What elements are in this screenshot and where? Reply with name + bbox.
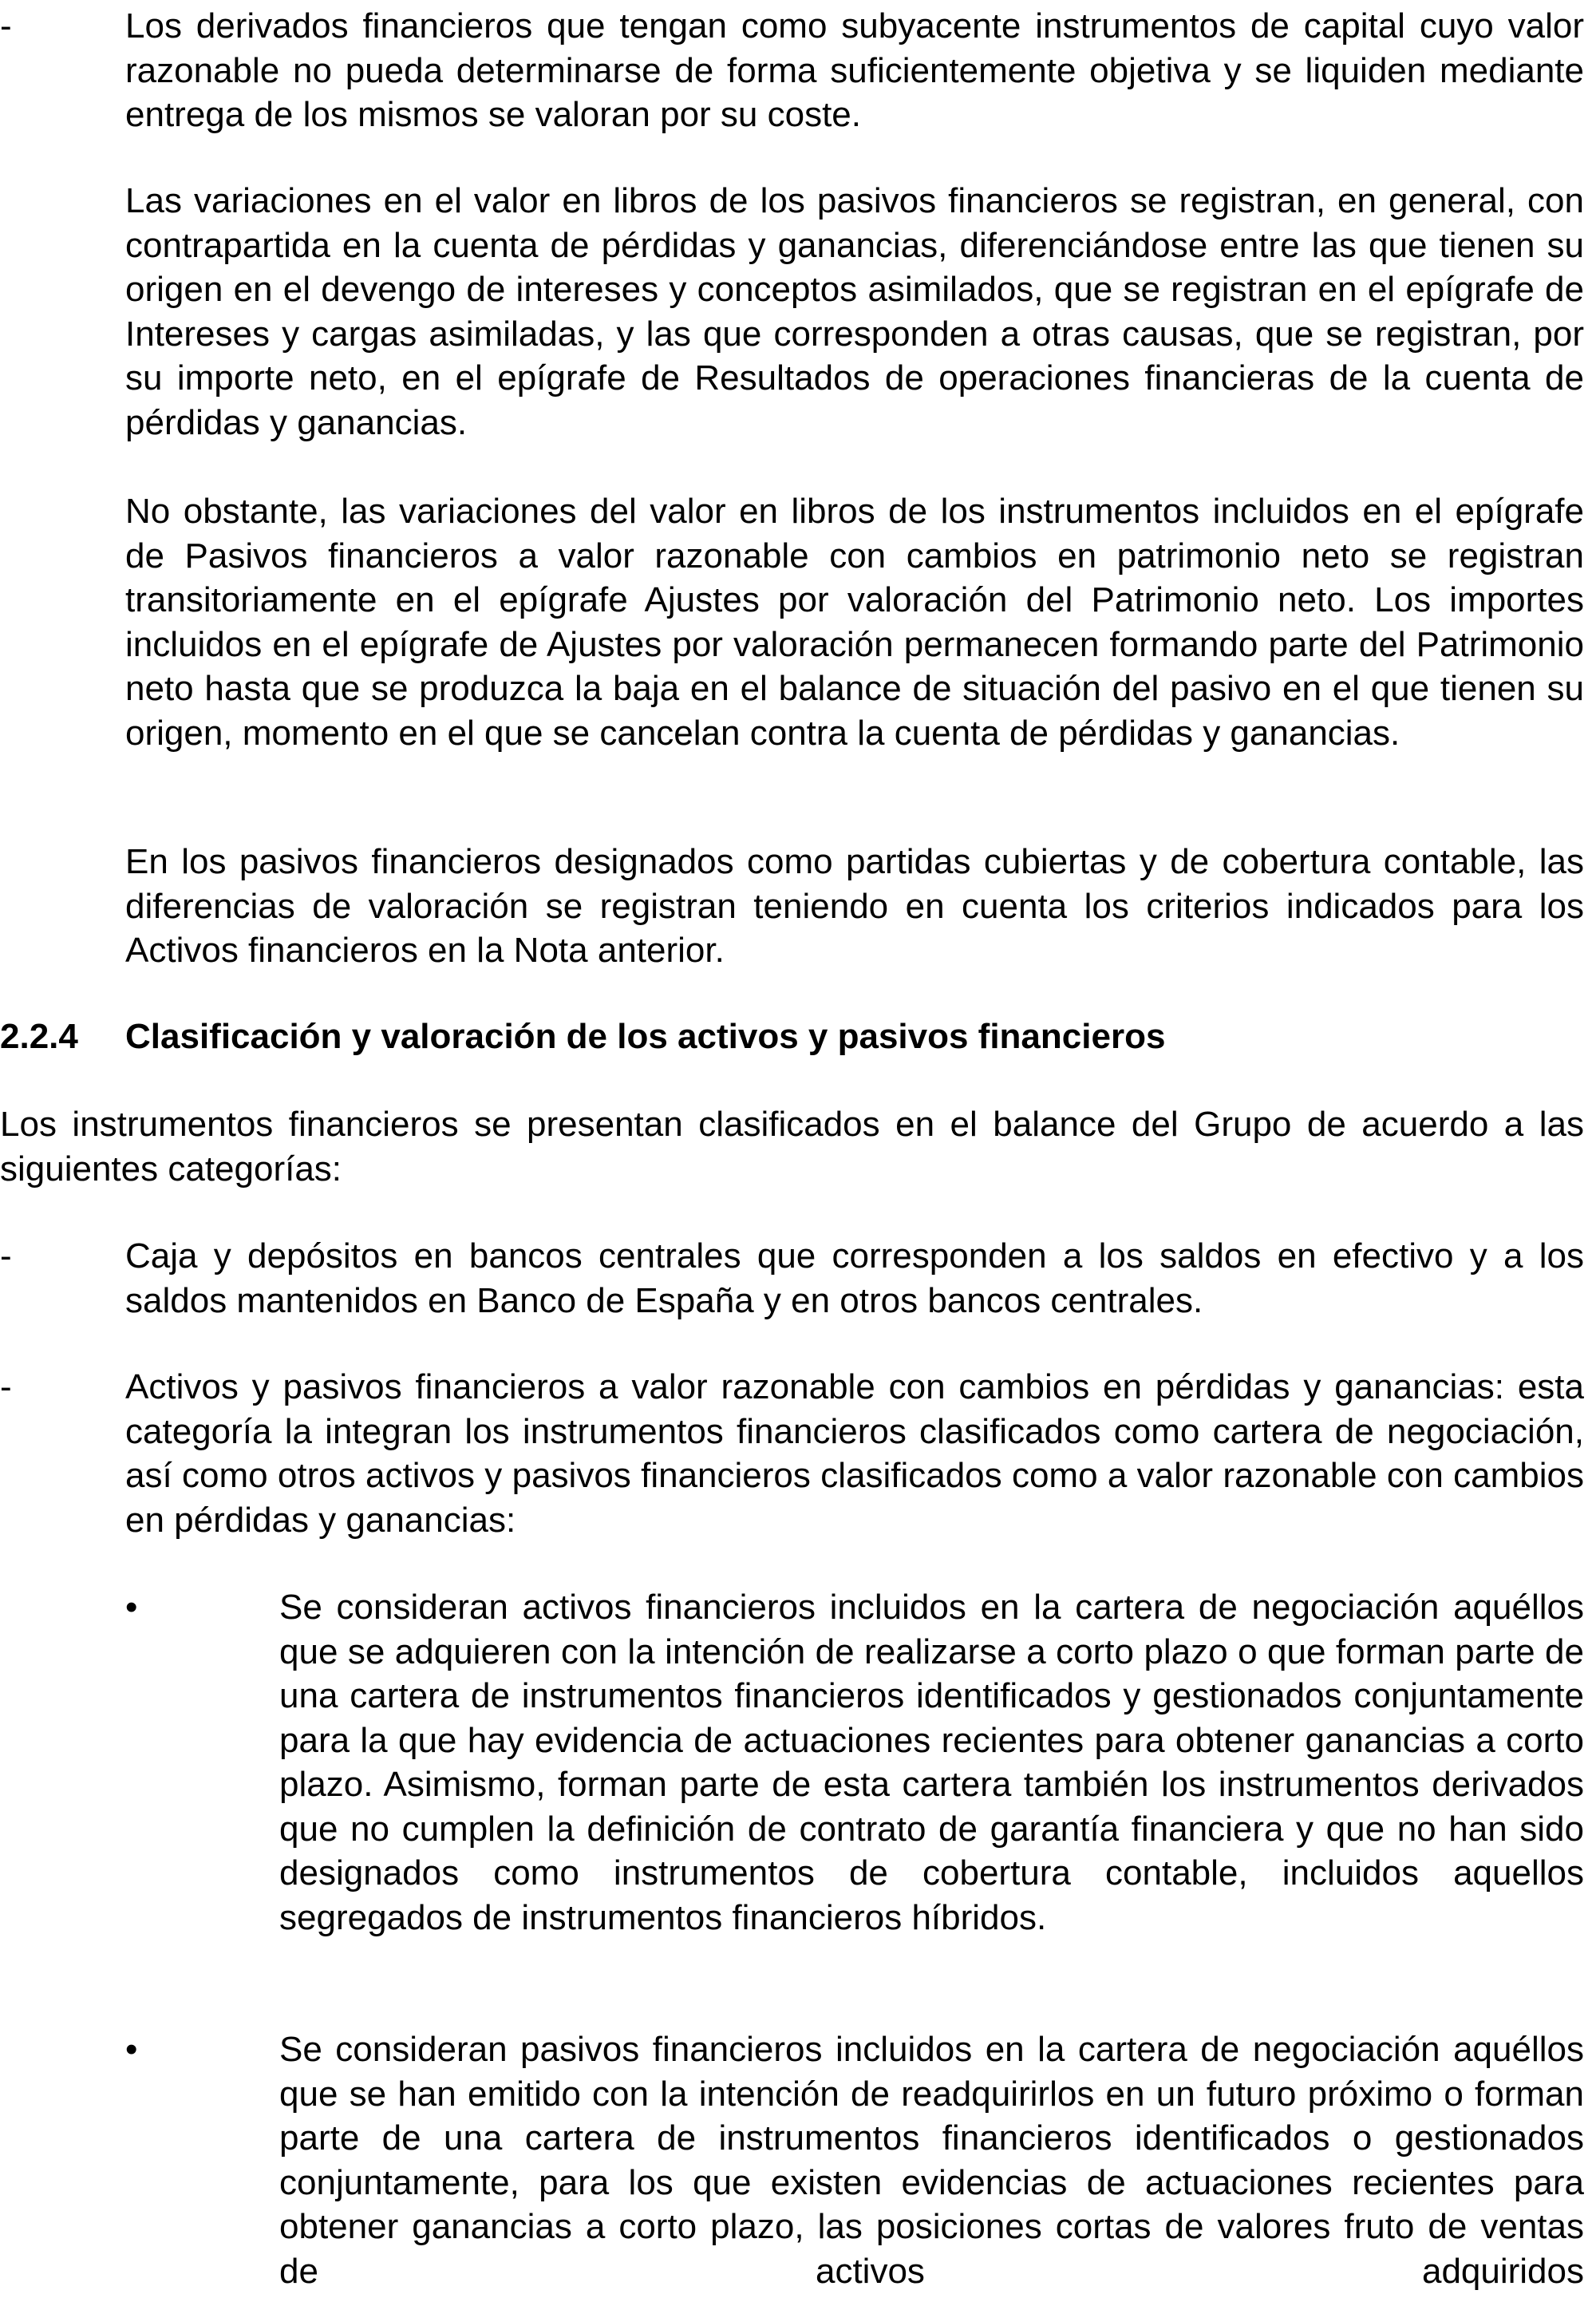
trading-liabilities-text: Se consideran pasivos financieros incluidos en la cartera de negociación aquéllos que se han emitido con la intención de readquirirlos en un futuro próximo o forman parte de una cartera de instrumentos financieros identificados o gestionados conjuntamente, para los que existen evidencias de actuaciones recientes para obtener ganancias a corto plazo, las posiciones cortas de valores fruto de ventas de activos adquiridos [279, 2030, 1584, 2291]
paragraph-text: En los pasivos financieros designados como partidas cubiertas y de cobertura contable, las diferencias de valoración se registran teniendo en cuenta los criterios indicados para los Activos financieros en la Nota anterior. [125, 842, 1584, 970]
paragraph-categories-intro [0, 1102, 1584, 1191]
section-title: Clasificación y valoración de los activos y pasivos financieros [125, 1017, 1166, 1056]
paragraph-text: No obstante, las variaciones del valor en libros de los instrumentos incluidos en el epígrafe de Pasivos financieros a valor razonable con cambios en patrimonio neto se registran transitoriamente en el epígrafe Ajustes por valoración del Patrimonio neto. Los importes incluidos en el epígrafe de Ajustes por valoración permanecen formando parte del Patrimonio neto hasta que se produzca la baja en el balance de situación del pasivo en el que tienen su origen, momento en el que se cancelan contra la cuenta de pérdidas y ganancias. [125, 492, 1584, 753]
paragraph-text: Las variaciones en el valor en libros de los pasivos financieros se registran, en general, con contrapartida en la cuenta de pérdidas y ganancias, diferenciándose entre las que tienen su origen en el devengo de intereses y conceptos asimilados, que se registran en el epígrafe de Intereses y cargas asimiladas, y las que corresponden a otras causas, que se registran, por su importe neto, en el epígrafe de Resultados de operaciones financieras de la cuenta de pérdidas y ganancias. [125, 181, 1584, 442]
section-heading [0, 1015, 1584, 1059]
trading-assets-text: Se consideran activos financieros incluidos en la cartera de negociación aquéllos que se adquieren con la intención de realizarse a corto plazo o que forman parte de una cartera de instrumentos financieros identificados y gestionados conjuntamente para la que hay evidencia de actuaciones recientes para obtener ganancias a corto plazo. Asimismo, forman parte de esta cartera también los instrumentos derivados que no cumplen la definición de contrato de garantía financiera y que no han sido designados como instrumentos de cobertura contable, incluidos aquellos segregados de instrumentos financieros híbridos. [279, 1588, 1584, 1937]
paragraph-text: Los instrumentos financieros se presentan clasificados en el balance del Grupo de acuerdo a las siguientes categorías: [0, 1105, 1584, 1189]
cash-deposits-text: Caja y depósitos en bancos centrales que corresponden a los saldos en efectivo y a los saldos mantenidos en Banco de España y en otros bancos centrales. [125, 1236, 1584, 1320]
dash-marker: - [0, 1367, 12, 1406]
fair-value-category-text: Activos y pasivos financieros a valor razonable con cambios en pérdidas y ganancias: esta categoría la integran los instrumentos financieros clasificados como cartera de negociación, así como otros activos y pasivos financieros clasificados como a valor razonable con cambios en pérdidas y ganancias: [125, 1367, 1584, 1540]
dash-list-item-fair-value [0, 1365, 1584, 1542]
bullet-marker: • [125, 2030, 138, 2069]
bullet-list-item-trading-liabilities [125, 2027, 1584, 2293]
derivatives-text: Los derivados financieros que tengan como subyacente instrumentos de capital cuyo valor razonable no pueda determinarse de forma suficientemente objetiva y se liquiden mediante entrega de los mismos se valoran por su coste. [125, 6, 1584, 134]
bullet-marker: • [125, 1588, 138, 1627]
dash-list-item-cash [0, 1234, 1584, 1323]
dash-list-item-derivatives [0, 4, 1584, 137]
dash-marker: - [0, 6, 12, 45]
paragraph-hedged-liabilities [125, 840, 1584, 973]
bullet-list-item-trading-assets [125, 1585, 1584, 1940]
section-number: 2.2.4 [0, 1017, 78, 1056]
paragraph-liability-variations [125, 179, 1584, 445]
dash-marker: - [0, 1236, 12, 1276]
paragraph-patrimonio-adjustments [125, 489, 1584, 755]
